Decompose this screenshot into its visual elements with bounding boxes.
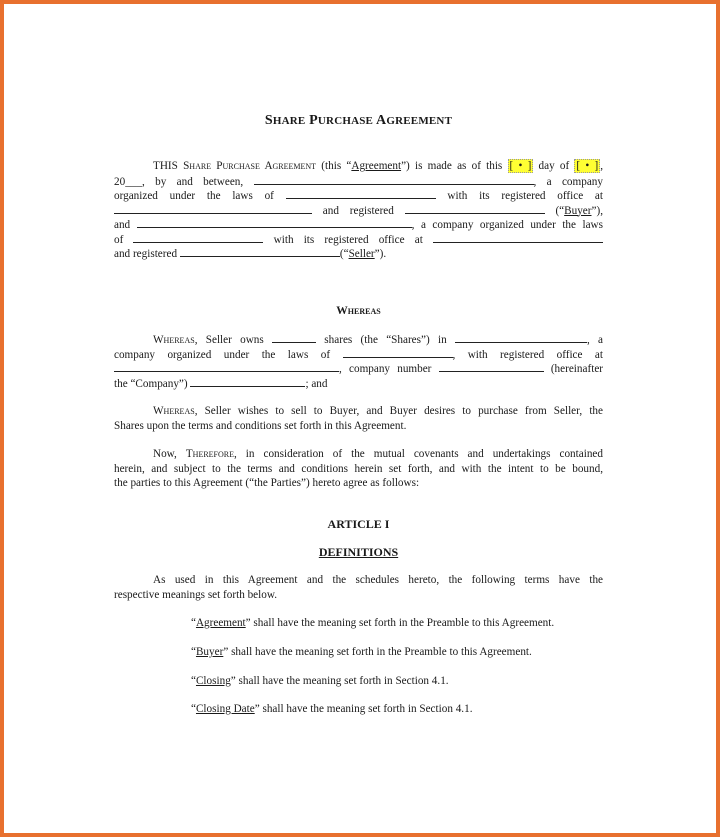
blank-line (455, 332, 587, 343)
blank-line (439, 361, 544, 372)
blank-line (137, 217, 412, 228)
whereas-heading: Whereas (336, 305, 381, 317)
blank-line (433, 232, 603, 243)
blank-line (114, 361, 339, 372)
definition-item: “Buyer” shall have the meaning set forth in the Preamble to this Agreement. (191, 646, 532, 658)
day-placeholder: [ • ] (509, 160, 532, 172)
whereas-clause-1: Whereas, Seller owns shares (the “Shares”) in , a company organized under the laws of , with registered office at , company number (hereinafter the “Company”) ; and (114, 334, 604, 390)
blank-line (343, 347, 453, 358)
definition-item: “Agreement” shall have the meaning set forth in the Preamble to this Agreement. (191, 617, 555, 629)
definition-item: “Closing” shall have the meaning set forth in Section 4.1. (191, 675, 449, 687)
intro-paragraph: THIS Share Purchase Agreement (this “Agreement”) is made as of this [ • ] day of [ • ] , 20___, by and between, , a company organized under the laws of with its registered office at and registered (“Buyer”), and , a company organized under the laws of with its registered office at and registered (“Seller”). (114, 160, 604, 260)
document-page (4, 4, 716, 833)
blank-line (133, 232, 263, 243)
term-seller: Seller (348, 248, 375, 260)
blank-line (286, 188, 436, 199)
definition-item: “Closing Date” shall have the meaning set forth in Section 4.1. (191, 703, 473, 715)
document-title: SHARE PURCHASE AGREEMENT (264, 113, 453, 128)
article-heading: ARTICLE I (327, 517, 390, 531)
term-agreement: Agreement (351, 160, 402, 172)
term-buyer: Buyer (564, 204, 592, 217)
now-therefore-clause: Now, Therefore, in consideration of the mutual covenants and undertakings contained herein, and subject to the terms and conditions herein set forth, and with the intent to be bound, the parties to this Agreement (“the Parties”) hereto agree as follows: (114, 448, 603, 489)
month-placeholder: [ • ] (576, 160, 599, 172)
blank-line (254, 174, 534, 185)
definitions-heading: DEFINITIONS (318, 545, 399, 559)
as-used-paragraph: As used in this Agreement and the schedules hereto, the following terms have the respective meanings set forth below. (114, 574, 603, 601)
blank-line (405, 203, 545, 214)
blank-line (180, 246, 340, 257)
blank-line (190, 376, 305, 387)
whereas-clause-2: Whereas, Seller wishes to sell to Buyer, and Buyer desires to purchase from Seller, the Shares upon the terms and conditions set forth in this Agreement. (114, 405, 603, 432)
blank-line (114, 203, 312, 214)
blank-line (272, 332, 316, 343)
